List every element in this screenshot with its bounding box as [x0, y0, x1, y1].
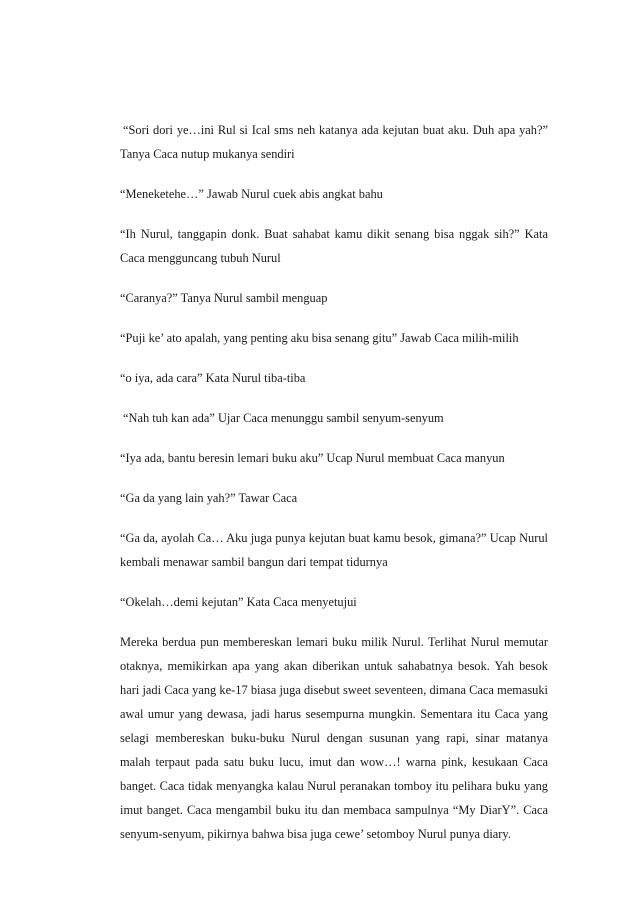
- paragraph-11: “Okelah…demi kejutan” Kata Caca menyetujui: [120, 595, 357, 609]
- paragraph-1: “Sori dori ye…ini Rul si Ical sms neh katanya ada kejutan buat aku. Duh apa yah?” Tanya Caca nutup mukanya sendiri: [120, 123, 548, 161]
- body-text: [120, 118, 548, 862]
- paragraph-10: “Ga da, ayolah Ca… Aku juga punya kejutan buat kamu besok, gimana?” Ucap Nurul kembali menawar sambil bangun dari tempat tidurnya: [120, 531, 548, 569]
- paragraph-6: “o iya, ada cara” Kata Nurul tiba-tiba: [120, 371, 306, 385]
- paragraph-8: “Iya ada, bantu beresin lemari buku aku” Ucap Nurul membuat Caca manyun: [120, 451, 505, 465]
- paragraph-3: “Ih Nurul, tanggapin donk. Buat sahabat kamu dikit senang bisa nggak sih?” Kata Caca mengguncang tubuh Nurul: [120, 227, 548, 265]
- paragraph-4: “Caranya?” Tanya Nurul sambil menguap: [120, 291, 328, 305]
- paragraph-9: “Ga da yang lain yah?” Tawar Caca: [120, 491, 298, 505]
- paragraph-5: “Puji ke’ ato apalah, yang penting aku bisa senang gitu” Jawab Caca milih-milih: [120, 331, 519, 345]
- paragraph-2: “Meneketehe…” Jawab Nurul cuek abis angkat bahu: [120, 187, 383, 201]
- paragraph-7: “Nah tuh kan ada” Ujar Caca menunggu sambil senyum-senyum: [123, 411, 444, 425]
- paragraph-12: Mereka berdua pun membereskan lemari buku milik Nurul. Terlihat Nurul memutar otaknya, memikirkan apa yang akan diberikan untuk sahabatnya besok. Yah besok hari jadi Caca yang ke-17 biasa juga disebut sweet seventeen, dimana Caca memasuki awal umur yang dewasa, jadi harus sesempurna mungkin. Sementara itu Caca yang selagi membereskan buku-buku Nurul dengan susunan yang rapi, sinar matanya malah terpaut pada satu buku lucu, imut dan wow…! warna pink, kesukaan Caca banget. Caca tidak menyangka kalau Nurul peranakan tomboy itu pelihara buku yang imut banget. Caca mengambil buku itu dan membaca sampulnya “My DiarY”. Caca senyum-senyum, pikirnya bahwa bisa juga cewe’ setomboy Nurul punya diary.: [120, 635, 548, 841]
